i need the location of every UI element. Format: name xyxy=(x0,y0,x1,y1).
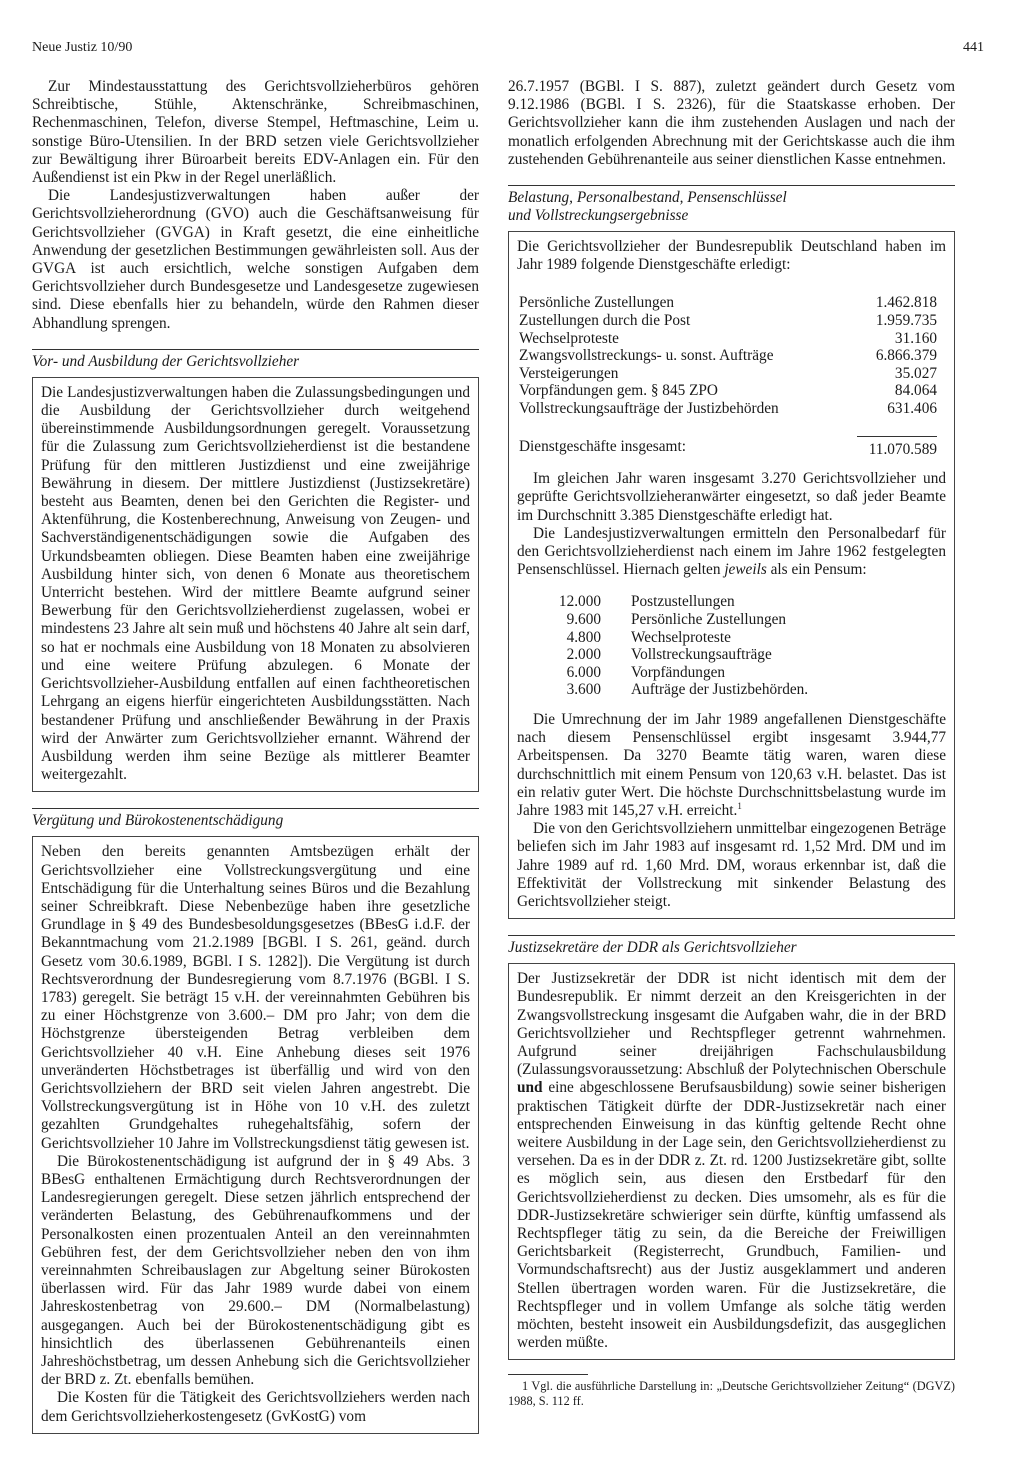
pensum-label: Wechselproteste xyxy=(631,628,731,646)
stat-label: Zwangsvollstreckungs- u. sonst. Aufträge xyxy=(519,347,774,365)
section-training xyxy=(32,349,479,792)
stat-value: 6.866.379 xyxy=(875,347,937,365)
section-workload xyxy=(508,185,955,919)
table-row xyxy=(545,664,808,682)
section-gdr-clerks xyxy=(508,935,955,1360)
right-column xyxy=(508,78,955,1408)
pensum-value: 3.600 xyxy=(566,681,601,699)
paragraph: Die Landesjustizverwaltungen haben die Zulassungsbedingungen und die Ausbildung der Gerichtsvollzieher durch weitgehend übereinstimmende Ausbildungsordnungen geregelt. Voraussetzung für die Zulassung zum Gerichtsvollzieherdienst ist die bestandene Prüfung für den mittleren Justizdienst und eine zweijährige Bewährung in diesem. Der mittlere Justizdienst (Justizsekretäre) besteht aus Beamten, denen bei den Gerichten die Register- und Aktenführung, die Kostenberechnung, Anweisung von Zeugen- und Sachverständigenentschädigungen sowie die Aufgaben des Urkundsbeamten obliegen. Diese Beamten haben eine zweijährige Ausbildung hinter sich, von denen 6 Monate aus theoretischem Unterricht bestehen. Wird der mittlere Beamte aufgrund seiner Bewerbung für den Gerichtsvollzieherdienst zugelassen, wobei er mindestens 23 Jahre alt sein muß und höchstens 40 Jahre alt sein darf, so hat er nochmals eine Ausbildung von 18 Monaten zu absolvieren und eine weitere Prüfung abzulegen. 6 Monate der Gerichtsvollzieher-Ausbildung entfallen auf einen fachtheoretischen Lehrgang an eigens hierfür eingerichteten Ausbildungsstätten. Nach bestandener Prüfung und anschließender Bewährung in der Praxis wird der Anwärter zum Gerichtsvollzieher ernannt. Während der Ausbildung werden ihm seine Bezüge als mittlerer Beamter weitergezahlt. xyxy=(41,383,470,784)
pensum-label: Aufträge der Justizbehörden. xyxy=(631,681,809,699)
table-row xyxy=(545,593,808,611)
stat-value: 84.064 xyxy=(894,382,937,400)
paragraph: Die Kosten für die Tätigkeit des Gerichtsvollziehers werden nach dem Gerichtsvollzieherkostengesetz (GvKostG) vom xyxy=(41,1389,470,1425)
table-row-total xyxy=(519,418,967,459)
pensum-value: 12.000 xyxy=(558,593,601,611)
section-box xyxy=(32,836,479,1434)
paragraph: Zur Mindestausstattung des Gerichtsvollzieherbüros gehören Schreibtische, Stühle, Aktenschränke, Schreibmaschinen, Rechenmaschinen, Telefon, diverse Stempel, Heftmaschine, Leim u. sonstige Büro-Utensilien. In der BRD setzen viele Gerichtsvollzieher zur Bewältigung ihrer Büroarbeit bereits EDV-Anlagen ein. Für den Außendienst ist ein Pkw in der Regel unerläßlich. xyxy=(32,78,479,187)
footnote-marker: 1 xyxy=(737,800,742,811)
paragraph: 26.7.1957 (BGBl. I S. 887), zuletzt geändert durch Gesetz vom 9.12.1986 (BGBl. I S. 2326), für die Staatskasse erhoben. Der Gerichtsvollzieher kann die ihm zustehenden Auslagen und nach der monatlich erfolgenden Abrechnung mit der Gerichtskasse auch die ihm zustehenden Gebührenanteile aus seiner dienstlichen Kasse entnehmen. xyxy=(508,78,955,168)
stat-label: Wechselproteste xyxy=(519,329,619,347)
footnote: 1 Vgl. die ausführliche Darstellung in: „Deutsche Gerichtsvollzieher Zeitung“ (DGVZ) 1988, S. 112 ff. xyxy=(508,1379,955,1408)
running-header: Neue Justiz 10/90 xyxy=(32,40,133,55)
stat-label: Persönliche Zustellungen xyxy=(519,294,675,312)
paragraph: Die Umrechnung der im Jahr 1989 angefallenen Dienstgeschäfte nach diesem Pensenschlüssel ergibt insgesamt 3.944,77 Arbeitspensen. Da 3270 Beamte tätig waren, waren diese durchschnittlich mit einem Pensum von 120,63 v.H. belastet. Das ist ein relativ guter Wert. Die höchste Durchschnittsbelastung wurde im Jahre 1983 mit 145,27 v.H. erreicht.$^1$ xyxy=(517,710,946,819)
pensum-value: 9.600 xyxy=(566,610,601,628)
table-row xyxy=(519,382,967,400)
pensum-value: 2.000 xyxy=(566,646,601,664)
table-row xyxy=(545,681,808,699)
business-statistics-table xyxy=(519,294,967,458)
table-row xyxy=(519,347,967,365)
stat-total-label: Dienstgeschäfte insgesamt: xyxy=(519,438,686,456)
stat-value: 1.959.735 xyxy=(875,312,937,330)
stat-value: 1.462.818 xyxy=(875,294,937,312)
section-title: Vor- und Ausbildung der Gerichtsvollzieher xyxy=(32,352,300,370)
table-row xyxy=(545,629,808,647)
section-title: Justizsekretäre der DDR als Gerichtsvollzieher xyxy=(508,939,797,957)
stat-label: Vollstreckungsaufträge der Justizbehörden xyxy=(519,399,779,417)
table-row xyxy=(519,294,967,312)
table-row xyxy=(519,312,967,330)
stat-label: Vorpfändungen gem. § 845 ZPO xyxy=(519,382,718,400)
paragraph: Die Landesjustizverwaltungen ermitteln den Personalbedarf für den Gerichtsvollzieherdienst nach einem im Jahre 1962 festgelegten Pensenschlüssel. Hiernach gelten jeweils als ein Pensum: xyxy=(517,524,946,579)
paragraph: Neben den bereits genannten Amtsbezügen erhält der Gerichtsvollzieher eine Vollstreckungsvergütung und eine Entschädigung für die Unterhaltung seines Büros und die Bezahlung seiner Schreibkraft. Diese Nebenbezüge haben ihre gesetzliche Grundlage in § 49 des Bundesbesoldungsgesetzes (BBesG i.d.F. der Bekanntmachung vom 21.2.1989 [BGBl. I S. 261, geänd. durch Gesetz vom 30.6.1989, BGBl. I S. 1282]). Die Vergütung ist durch Rechtsverordnung der Bundesregierung vom 8.7.1976 (BGBl. I S. 1783) geregelt. Sie beträgt 15 v.H. der vereinnahmten Gebühren bis zu einer Höchstgrenze von 3.600.– DM pro Jahr; von dem die Höchstgrenze übersteigenden Betrag verbleiben dem Gerichtsvollzieher 40 v.H. Eine Anhebung dieses seit 1976 unveränderten Höchstbetrages ist überfällig und wird von den Gerichtsvollziehern der BRD seit vielen Jahren angestrebt. Die Vollstreckungsvergütung ist in Höhe von 10 v.H. des zuletzt gezahlten Grundgehaltes ruhegehaltsfähig, sofern der Gerichtsvollzieher 10 Jahre im Vollstreckungsdienst tätig gewesen ist. xyxy=(41,843,470,1152)
left-column xyxy=(32,78,479,1434)
paragraph: Die Landesjustizverwaltungen haben außer der Gerichtsvollzieherordnung (GVO) auch die Geschäftsanweisung für Gerichtsvollzieher (GVGA) in Kraft gesetzt, die eine einheitliche Anwendung der gesetzlichen Bestimmungen gewährleisten soll. Aus der GVGA ist auch ersichtlich, welche sonstigen Aufgaben dem Gerichtsvollzieher durch Bundesgesetze und Landesgesetze zugewiesen sind. Diese ebenfalls hier zu behandeln, würde den Rahmen dieser Abhandlung sprengen. xyxy=(32,187,479,332)
stat-value: 35.027 xyxy=(894,364,937,382)
pensum-value: 4.800 xyxy=(566,628,601,646)
pensum-label: Vollstreckungsaufträge xyxy=(631,646,772,664)
stat-value: 631.406 xyxy=(887,399,937,417)
paragraph: Die Gerichtsvollzieher der Bundesrepublik Deutschland haben im Jahr 1989 folgende Dienstgeschäfte erledigt: xyxy=(517,238,946,274)
stat-total-value: 11.070.589 xyxy=(857,436,937,459)
section-box xyxy=(508,963,955,1360)
pensum-table xyxy=(545,593,808,699)
section-compensation xyxy=(32,808,479,1434)
pensum-label: Vorpfändungen xyxy=(631,663,726,681)
page-number: 441 xyxy=(963,40,984,55)
section-box xyxy=(508,231,955,919)
table-row xyxy=(545,611,808,629)
pensum-value: 6.000 xyxy=(566,663,601,681)
pensum-label: Postzustellungen xyxy=(631,593,735,611)
paragraph: Im gleichen Jahr waren insgesamt 3.270 Gerichtsvollzieher und geprüfte Gerichtsvollzieheranwärter eingesetzt, so daß jeder Beamte im Durchschnitt 3.385 Dienstgeschäfte erledigt hat. xyxy=(517,470,946,524)
pensum-label: Persönliche Zustellungen xyxy=(631,610,787,628)
paragraph: Der Justizsekretär der DDR ist nicht identisch mit dem der Bundesrepublik. Er nimmt derzeit an den Kreisgerichten in der Zwangsvollstreckung insgesamt die Aufgaben wahr, die in der BRD Gerichtsvollzieher und Rechtspfleger getrennt wahrnehmen. Aufgrund seiner dreijährigen Fachschulausbildung (Zulassungsvoraussetzung: Abschluß der Polytechnischen Oberschule und eine abgeschlossene Berufsausbildung) sowie seiner bisherigen praktischen Tätigkeit dürfte der DDR-Justizsekretär nach einer entsprechenden Einweisung in das künftig geltende Recht ohne weitere Ausbildung in der Lage sein, den Gerichtsvollzieherdienst zu versehen. Da es in der DDR z. Zt. rd. 1200 Justizsekretäre gibt, sollte es möglich sein, aus diesen den Erstbedarf für den Gerichtsvollzieherdienst zu decken. Dies umsomehr, als es für die DDR-Justizsekretäre schwieriger sein dürfte, künftig umfassend als Rechtspfleger tätig zu sein, da die Bereiche der Freiwilligen Gerichtsbarkeit (Registerrecht, Grundbuch, Familien- und Vormundschaftsrecht) aus der Justiz ausgeklammert und anderen Stellen übertragen worden waren. Für die Justizsekretäre, die Rechtspfleger und in vollem Umfange als solche tätig werden möchten, besteht insoweit ein Ausbildungsdefizit, das ausgeglichen werden müßte. xyxy=(517,970,946,1352)
footnote-rule xyxy=(508,1374,588,1375)
stat-label: Versteigerungen xyxy=(519,364,619,382)
table-row xyxy=(519,365,967,383)
paragraph: Die von den Gerichtsvollziehern unmittelbar eingezogenen Beträge beliefen sich im Jahr 1983 auf insgesamt rd. 1,52 Mrd. DM und im Jahre 1989 auf rd. 1,60 Mrd. DM, woraus erkennbar ist, daß die Effektivität der Vollstreckung mit sinkender Belastung des Gerichtsvollzieher steigt. xyxy=(517,820,946,910)
paragraph: Die Bürokostenentschädigung ist aufgrund der in § 49 Abs. 3 BBesG enthaltenen Ermächtigung durch Rechtsverordnungen der Landesregierungen geregelt. Diese setzen jährlich entsprechend der veränderten Belastung, des Gebührenaufkommens und der Personalkosten einen prozentualen Anteil an den vereinnahmten Gebühren fest, der dem Gerichtsvollzieher neben den von ihm vereinnahmten Schreibauslagen zur Abgeltung seiner Bürokosten überlassen wird. Für das Jahr 1989 wurde dabei von einem Jahreskostenbetrag von 29.600.– DM (Normalbelastung) ausgegangen. Auch bei der Bürokostenentschädigung gibt es hinsichtlich des überlassenen Gebührenanteils einen Jahreshöchstbetrag, um dessen Anhebung sich die Gerichtsvollzieher der BRD z. Zt. ebenfalls bemühen. xyxy=(41,1152,470,1389)
stat-label: Zustellungen durch die Post xyxy=(519,312,691,330)
table-row xyxy=(519,330,967,348)
stat-value: 31.160 xyxy=(894,329,937,347)
section-title: Belastung, Personalbestand, Pensenschlüssel und Vollstreckungsergebnisse xyxy=(508,189,787,225)
section-box xyxy=(32,377,479,792)
section-title: Vergütung und Bürokostenentschädigung xyxy=(32,812,284,830)
table-row xyxy=(545,646,808,664)
table-row xyxy=(519,400,967,418)
